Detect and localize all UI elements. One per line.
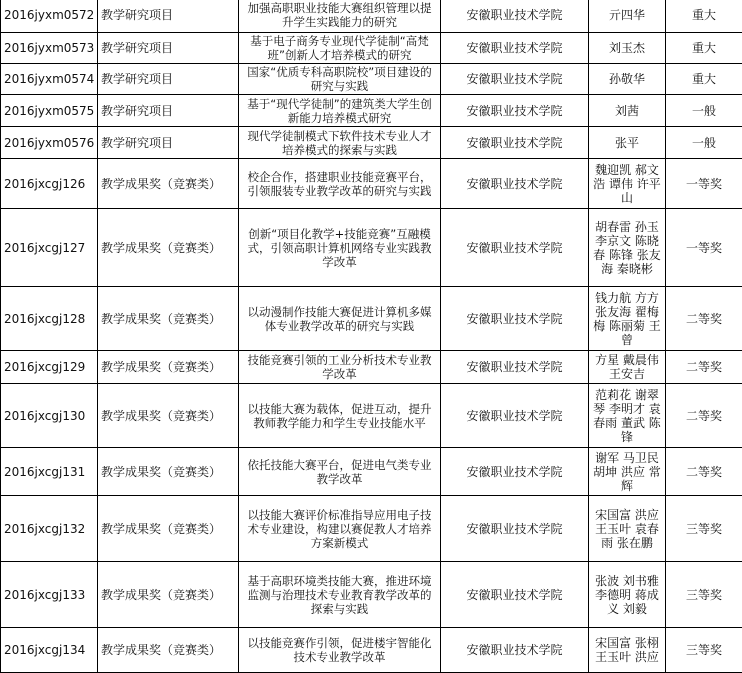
school-name: 安徽职业技术学院 bbox=[441, 351, 589, 384]
project-title: 以动漫制作技能大赛促进计算机多媒体专业教学改革的研究与实践 bbox=[239, 287, 441, 351]
table-row bbox=[1, 496, 742, 562]
project-title: 基于“现代学徒制”的建筑类大学生创新能力培养模式研究 bbox=[239, 95, 441, 127]
project-type: 教学研究项目 bbox=[98, 127, 239, 159]
project-type: 教学成果奖（竞赛类） bbox=[98, 351, 239, 384]
project-grade: 一般 bbox=[666, 127, 742, 159]
project-code: 2016jxcgj134 bbox=[1, 628, 98, 673]
project-code: 2016jxcgj127 bbox=[1, 209, 98, 287]
project-grade: 二等奖 bbox=[666, 287, 742, 351]
project-grade: 三等奖 bbox=[666, 562, 742, 628]
project-title: 基于电子商务专业现代学徒制“高梵班”创新人才培养模式的研究 bbox=[239, 33, 441, 64]
project-grade: 二等奖 bbox=[666, 384, 742, 448]
project-type: 教学成果奖（竞赛类） bbox=[98, 209, 239, 287]
project-members: 胡春雷 孙玉 李京文 陈晓春 陈锋 张友海 秦晓彬 bbox=[589, 209, 666, 287]
results-table-body bbox=[1, 0, 742, 673]
project-code: 2016jxcgj128 bbox=[1, 287, 98, 351]
table-row bbox=[1, 562, 742, 628]
project-code: 2016jyxm0574 bbox=[1, 64, 98, 95]
project-members: 方星 戴晨伟 王安吉 bbox=[589, 351, 666, 384]
project-title: 创新“项目化教学+技能竞赛”互融模式，引领高职计算机网络专业实践教学改革 bbox=[239, 209, 441, 287]
table-row bbox=[1, 95, 742, 127]
project-grade: 二等奖 bbox=[666, 448, 742, 496]
school-name: 安徽职业技术学院 bbox=[441, 628, 589, 673]
table-row bbox=[1, 209, 742, 287]
project-title: 现代学徒制模式下软件技术专业人才培养模式的探索与实践 bbox=[239, 127, 441, 159]
table-row bbox=[1, 628, 742, 673]
school-name: 安徽职业技术学院 bbox=[441, 562, 589, 628]
project-members: 刘茜 bbox=[589, 95, 666, 127]
project-title: 校企合作，搭建职业技能竞赛平台，引领服装专业教学改革的研究与实践 bbox=[239, 159, 441, 209]
school-name: 安徽职业技术学院 bbox=[441, 287, 589, 351]
project-grade: 一等奖 bbox=[666, 209, 742, 287]
table-row bbox=[1, 33, 742, 64]
project-type: 教学成果奖（竞赛类） bbox=[98, 628, 239, 673]
table-row bbox=[1, 64, 742, 95]
project-members: 孙敬华 bbox=[589, 64, 666, 95]
school-name: 安徽职业技术学院 bbox=[441, 496, 589, 562]
project-grade: 重大 bbox=[666, 0, 742, 33]
project-type: 教学研究项目 bbox=[98, 64, 239, 95]
school-name: 安徽职业技术学院 bbox=[441, 159, 589, 209]
school-name: 安徽职业技术学院 bbox=[441, 384, 589, 448]
school-name: 安徽职业技术学院 bbox=[441, 0, 589, 33]
project-type: 教学研究项目 bbox=[98, 95, 239, 127]
project-title: 以技能大赛为载体，促进互动，提升教师教学能力和学生专业技能水平 bbox=[239, 384, 441, 448]
project-grade: 重大 bbox=[666, 33, 742, 64]
project-members: 张平 bbox=[589, 127, 666, 159]
table-row bbox=[1, 287, 742, 351]
school-name: 安徽职业技术学院 bbox=[441, 127, 589, 159]
school-name: 安徽职业技术学院 bbox=[441, 64, 589, 95]
project-title: 以技能竞赛作引领，促进楼宇智能化技术专业教学改革 bbox=[239, 628, 441, 673]
project-code: 2016jyxm0575 bbox=[1, 95, 98, 127]
project-code: 2016jxcgj129 bbox=[1, 351, 98, 384]
project-type: 教学研究项目 bbox=[98, 33, 239, 64]
project-code: 2016jxcgj133 bbox=[1, 562, 98, 628]
project-type: 教学成果奖（竞赛类） bbox=[98, 448, 239, 496]
project-type: 教学成果奖（竞赛类） bbox=[98, 159, 239, 209]
project-type: 教学成果奖（竞赛类） bbox=[98, 287, 239, 351]
school-name: 安徽职业技术学院 bbox=[441, 33, 589, 64]
project-title: 依托技能大赛平台，促进电气类专业教学改革 bbox=[239, 448, 441, 496]
table-row bbox=[1, 0, 742, 33]
project-members: 宋国富 洪应 王玉叶 袁春雨 张在鹏 bbox=[589, 496, 666, 562]
project-grade: 一等奖 bbox=[666, 159, 742, 209]
project-members: 宋国富 张栩 王玉叶 洪应 bbox=[589, 628, 666, 673]
project-members: 张波 刘书雅 李德明 蒋成义 刘毅 bbox=[589, 562, 666, 628]
project-grade: 一般 bbox=[666, 95, 742, 127]
project-members: 钱力航 方方 张友海 翟梅梅 陈丽菊 王曾 bbox=[589, 287, 666, 351]
table-row bbox=[1, 127, 742, 159]
project-code: 2016jyxm0576 bbox=[1, 127, 98, 159]
school-name: 安徽职业技术学院 bbox=[441, 209, 589, 287]
school-name: 安徽职业技术学院 bbox=[441, 448, 589, 496]
project-title: 技能竞赛引领的工业分析技术专业教学改革 bbox=[239, 351, 441, 384]
school-name: 安徽职业技术学院 bbox=[441, 95, 589, 127]
project-code: 2016jxcgj130 bbox=[1, 384, 98, 448]
project-title: 加强高职职业技能大赛组织管理以提升学生实践能力的研究 bbox=[239, 0, 441, 33]
table-row bbox=[1, 351, 742, 384]
project-type: 教学成果奖（竞赛类） bbox=[98, 562, 239, 628]
project-type: 教学成果奖（竞赛类） bbox=[98, 496, 239, 562]
project-type: 教学成果奖（竞赛类） bbox=[98, 384, 239, 448]
project-code: 2016jyxm0572 bbox=[1, 0, 98, 33]
project-members: 魏迎凯 郝文浩 谭伟 许平山 bbox=[589, 159, 666, 209]
project-grade: 重大 bbox=[666, 64, 742, 95]
project-code: 2016jyxm0573 bbox=[1, 33, 98, 64]
project-members: 亓四华 bbox=[589, 0, 666, 33]
project-members: 刘玉杰 bbox=[589, 33, 666, 64]
project-grade: 三等奖 bbox=[666, 496, 742, 562]
table-row bbox=[1, 159, 742, 209]
project-code: 2016jxcgj131 bbox=[1, 448, 98, 496]
project-title: 以技能大赛评价标准指导应用电子技术专业建设，构建以赛促教人才培养方案新模式 bbox=[239, 496, 441, 562]
table-row bbox=[1, 448, 742, 496]
project-code: 2016jxcgj126 bbox=[1, 159, 98, 209]
table-row bbox=[1, 384, 742, 448]
project-code: 2016jxcgj132 bbox=[1, 496, 98, 562]
project-title: 国家“优质专科高职院校”项目建设的研究与实践 bbox=[239, 64, 441, 95]
project-grade: 三等奖 bbox=[666, 628, 742, 673]
project-title: 基于高职环境类技能大赛，推进环境监测与治理技术专业教育教学改革的探索与实践 bbox=[239, 562, 441, 628]
project-type: 教学研究项目 bbox=[98, 0, 239, 33]
project-members: 范莉花 谢翠琴 李明才 袁春雨 董武 陈锋 bbox=[589, 384, 666, 448]
project-members: 谢军 马卫民 胡坤 洪应 常辉 bbox=[589, 448, 666, 496]
project-grade: 二等奖 bbox=[666, 351, 742, 384]
